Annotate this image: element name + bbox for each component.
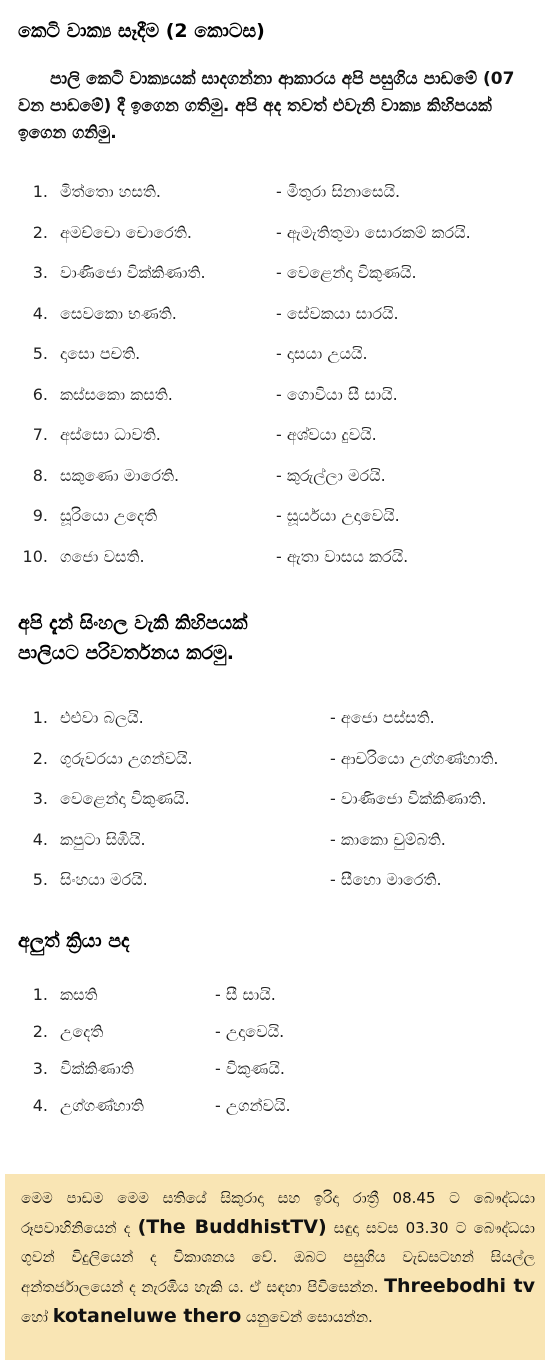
pali-translation: - ආචරියො උග්ගණ්හාති. [330,748,499,768]
search-term-threebodhi: Threebodhi tv [384,1275,535,1297]
row-number: 8. [32,465,48,485]
section-title-short-sentences: කෙටි වාක්‍ය සෑදීම (2 කොටස) [18,20,265,42]
broadcast-info-text [21,1184,535,1332]
channel-name: (The BuddhistTV) [137,1216,327,1238]
row-number: 2. [32,1022,48,1041]
row-number: 4. [32,303,48,323]
pali-sentence: ගජො වසති. [60,546,145,566]
pali-verb: උදෙති [60,1022,104,1041]
sinhala-sentence: එළුවා බලයි. [60,708,144,727]
pali-sentence: අමච්චො චොරෙති. [60,222,192,242]
intro-paragraph: පාලි කෙටි වාක්‍යයක් සාදගන්නා ආකාරය අපි පසුගිය පාඩමේ (07 වන පාඩමේ) දී ඉගෙන ගතිමු. අපි අද තවත් එවැනි වාක්‍ය කිහිපයක් ඉගෙන ගනිමු. [18,69,515,143]
row-number: 5. [32,344,48,363]
pali-sentence: දාසො පචති. [60,344,141,363]
sinhala-translation: - වෙළෙන්දා විකුණයි. [276,263,417,282]
list-row [0,1022,550,1050]
pali-verb: වික්කිණාති [60,1059,134,1078]
pali-sentence: වාණිජො වික්කිණාති. [60,263,206,282]
sinhala-translation: - අශ්වයා දුවයි. [276,425,377,444]
broadcast-text-part-4: යනුවෙන් සොයන්න. [241,1308,373,1326]
pali-verb: කසති [60,985,98,1004]
row-number: 2. [32,222,48,242]
pali-sentence: සෙවකො භණති. [60,303,177,323]
section-title-new-verbs: අලුත් ක්‍රියා පද [18,930,130,952]
sinhala-translation: - දාසයා උයයි. [276,344,368,363]
row-number: 3. [32,263,48,282]
row-number: 2. [32,748,48,768]
sinhala-translation: - ගොවියා සී සායි. [276,384,398,404]
sinhala-translation: - කුරුල්ලා මරයි. [276,465,386,485]
pali-translation: - අජො පස්සති. [330,708,435,727]
list-row [0,1059,550,1087]
sinhala-sentence: වෙළෙන්දා විකුණයි. [60,789,190,808]
pali-translation: - සීහො මාරෙති. [330,870,442,889]
row-number: 10. [22,546,48,566]
sinhala-translation: - ඇතා වාසය කරයි. [276,546,409,566]
sinhala-sentence: කපුටා සිඹියි. [60,829,146,849]
list-row [0,985,550,1013]
broadcast-text-part-1: මෙම පාඩම මෙම සතියේ සිකුරාදා සහ ඉරිදා රාත්‍රී 08.45 ට බෞද්ධයා රූපවාහිනියෙන් ද [21,1189,535,1237]
sinhala-meaning: - උදාවෙයි. [215,1022,285,1041]
sinhala-meaning: - සී සායි. [215,985,276,1004]
sinhala-meaning: - විකුණයි. [215,1059,285,1078]
pali-translation: - වාණිජො වික්කිණාති. [330,789,487,808]
sinhala-translation: - ඇමැතිතුමා සොරකම් කරයි. [276,222,471,242]
sinhala-sentence: ගුරුවරයා උගන්වයි. [60,748,193,768]
list-row [0,1096,550,1124]
row-number: 6. [32,384,48,404]
row-number: 1. [32,182,48,201]
pali-sentence: සකුණො මාරෙති. [60,465,180,485]
row-number: 4. [32,1096,48,1115]
row-number: 3. [32,1059,48,1078]
pali-verb: උග්ගණ්හාති [60,1096,144,1115]
sinhala-translation: - සූර්යයා උදාවෙයි. [276,506,400,525]
broadcast-info-box [5,1174,545,1360]
row-number: 1. [32,708,48,727]
row-number: 4. [32,829,48,849]
pali-sentence: කස්සකො කසති. [60,384,173,404]
section-title-translate-line1: අපි දැන් සිංහල වැකි කිහිපයක් [18,612,248,634]
broadcast-text-part-3: හෝ [21,1308,53,1326]
sinhala-translation: - සේවකයා සාරයි. [276,303,399,323]
sinhala-meaning: - උගන්වයි. [215,1096,291,1115]
broadcast-text-part-2: සඳුදා සවස 03.30 ට බෞද්ධයා ගුවන් විදුලියෙන් ද විකාශනය වේ. ඔබට පසුගිය වැඩසටහන් සියල්ල අන්තර්ජාලයෙන් ද නැරඹිය හැකි ය. ඒ සඳහා පිවිසෙන්න. [21,1219,535,1296]
row-number: 5. [32,870,48,889]
section-title-translate-line2: පාලියට පරිවර්තනය කරමු. [18,642,234,664]
search-term-kotaneluwe: kotaneluwe thero [52,1305,242,1327]
row-number: 7. [32,425,48,444]
pali-sentence: මිත්තො හසති. [60,182,161,201]
row-number: 9. [32,506,48,525]
row-number: 3. [32,789,48,808]
pali-sentence: සූරියො උදෙති [60,506,158,525]
pali-translation: - කාකො චුම්බති. [330,829,446,849]
sinhala-sentence: සිංහයා මරයි. [60,870,148,889]
sinhala-translation: - මිතුරා සිනාසෙයි. [276,182,401,201]
pali-sentence: අස්සො ධාවති. [60,425,161,444]
row-number: 1. [32,985,48,1004]
